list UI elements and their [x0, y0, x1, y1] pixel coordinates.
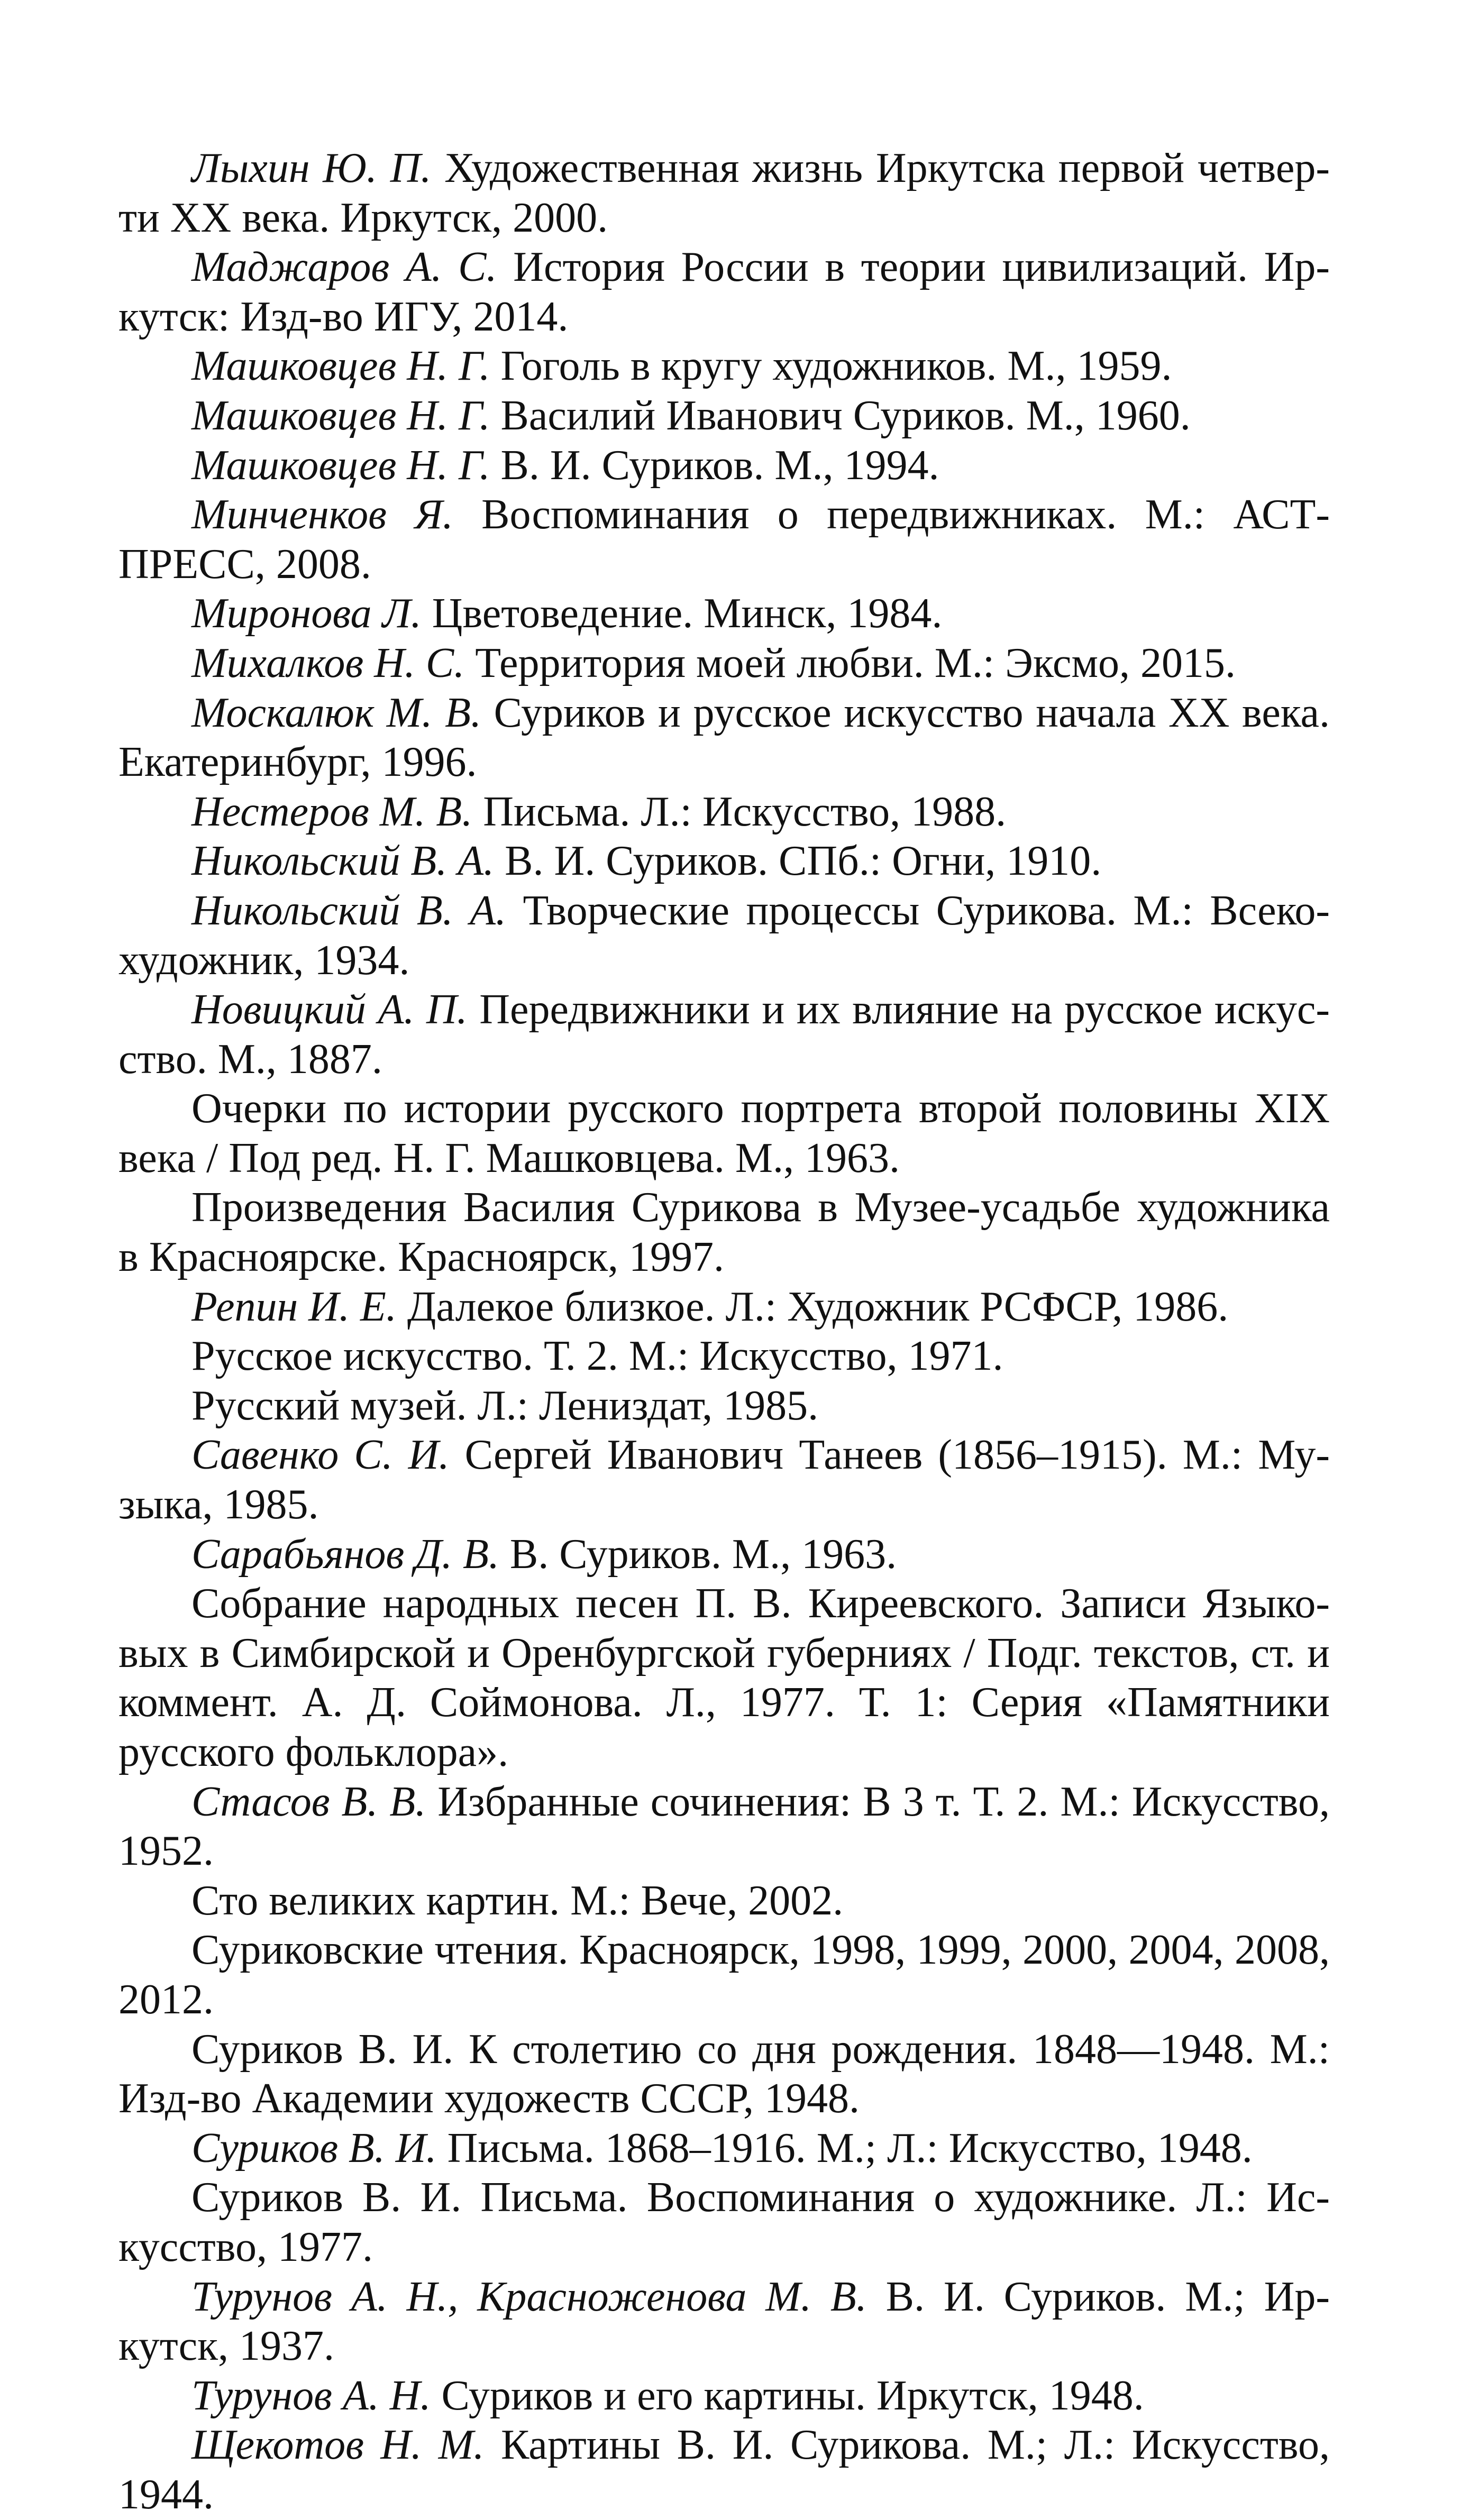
entry-text: Творческие процессы Сурикова. М.: Всекохудожник, 1934. [118, 887, 1330, 984]
bibliography-entry [118, 441, 1330, 491]
bibliography-entry [118, 1084, 1330, 1183]
bibliography-entry [118, 2173, 1330, 2272]
entry-author: Турунов А. Н. [191, 2372, 431, 2419]
entry-author: Никольский В. А. [191, 838, 495, 885]
entry-text: Письма. 1868–1916. М.; Л.: Искусство, 1948. [447, 2124, 1253, 2171]
entry-text: Письма. Л.: Искусство, 1988. [483, 788, 1007, 835]
bibliography-entry [118, 1381, 1330, 1431]
entry-author: Турунов А. Н., Красноженова М. В. [191, 2273, 867, 2320]
entry-text: Василий Иванович Суриков. М., 1960. [500, 392, 1191, 439]
bibliography-entry [118, 144, 1330, 243]
entry-text: Произведения Василия Сурикова в Музее-усадьбе художника в Красноярске. Красноярск, 1997. [118, 1184, 1330, 1281]
bibliography-entry [118, 689, 1330, 787]
entry-text: В. И. Суриков. СПб.: Огни, 1910. [505, 838, 1102, 885]
bibliography-entry [118, 837, 1330, 886]
entry-text: Суриков и его картины. Иркутск, 1948. [441, 2372, 1144, 2419]
entry-text: Суриков В. И. К столетию со дня рождения. 1848—1948. М.: Изд-во Академии художеств СССР, 1948. [118, 2026, 1330, 2122]
entry-text: Суриков В. И. Письма. Воспоминания о художнике. Л.: Искусство, 1977. [118, 2174, 1330, 2270]
entry-text: Собрание народных песен П. В. Киреевского. Записи Языковых в Симбирской и Оренбургской губерниях / Подг. текстов, ст. и коммент. А. Д. Соймонова. Л., 1977. Т. 1: Серия «Памятники русского фольклора». [118, 1580, 1330, 1775]
bibliography-entry [118, 1431, 1330, 1529]
entry-author: Стасов В. В. [191, 1778, 426, 1825]
entry-author: Минченков Я. [191, 491, 453, 538]
entry-text: Суриковские чтения. Красноярск, 1998, 1999, 2000, 2004, 2008, 2012. [118, 1927, 1330, 2023]
bibliography-entry [118, 1876, 1330, 1926]
entry-text: Гоголь в кругу художников. М., 1959. [500, 343, 1172, 390]
entry-text: Русское искусство. Т. 2. М.: Искусство, 1971. [191, 1333, 1003, 1380]
bibliography-list [118, 144, 1330, 2520]
entry-text: История России в теории цивилизаций. Иркутск: Изд-во ИГУ, 2014. [118, 244, 1330, 340]
entry-author: Савенко С. И. [191, 1432, 450, 1479]
bibliography-entry [118, 1777, 1330, 1876]
entry-author: Щекотов Н. М. [191, 2422, 485, 2469]
bibliography-entry [118, 490, 1330, 589]
entry-text: Суриков и русское искусство начала XX века. Екатеринбург, 1996. [118, 689, 1330, 786]
entry-text: Воспоминания о передвижниках. М.: АСТ-ПРЕСС, 2008. [118, 491, 1330, 588]
bibliography-entry [118, 886, 1330, 985]
entry-text: В. И. Суриков. М.; Иркутск, 1937. [118, 2273, 1330, 2370]
entry-author: Сарабьянов Д. В. [191, 1531, 499, 1578]
entry-author: Суриков В. И. [191, 2124, 437, 2171]
bibliography-entry [118, 589, 1330, 639]
bibliography-entry [118, 1332, 1330, 1381]
bibliography-entry [118, 2124, 1330, 2174]
bibliography-entry [118, 243, 1330, 342]
bibliography-entry [118, 391, 1330, 441]
entry-text: Передвижники и их влияние на русское искусство. М., 1887. [118, 986, 1330, 1083]
bibliography-entry [118, 787, 1330, 837]
entry-text: Избранные сочинения: В 3 т. Т. 2. М.: Искусство, 1952. [118, 1778, 1330, 1875]
bibliography-entry [118, 1530, 1330, 1580]
entry-author: Машковцев Н. Г. [191, 442, 490, 489]
entry-author: Москалюк М. В. [191, 689, 481, 736]
bibliography-entry [118, 1579, 1330, 1777]
bibliography-entry [118, 2421, 1330, 2519]
bibliography-entry [118, 1282, 1330, 1332]
bibliography-entry [118, 342, 1330, 391]
entry-text: Русский музей. Л.: Лениздат, 1985. [191, 1382, 819, 1429]
entry-author: Новицкий А. П. [191, 986, 468, 1033]
bibliography-entry [118, 2272, 1330, 2371]
entry-text: Картины В. И. Сурикова. М.; Л.: Искусство, 1944. [118, 2422, 1330, 2518]
entry-text: Территория моей любви. М.: Эксмо, 2015. [475, 639, 1236, 686]
bibliography-entry [118, 639, 1330, 689]
bibliography-entry [118, 1926, 1330, 2024]
entry-author: Нестеров М. В. [191, 788, 473, 835]
entry-author: Маджаров А. С. [191, 244, 497, 291]
bibliography-entry [118, 985, 1330, 1084]
entry-text: Цветоведение. Минск, 1984. [432, 590, 943, 637]
entry-author: Миронова Л. [191, 590, 422, 637]
entry-text: Сто великих картин. М.: Вече, 2002. [191, 1877, 844, 1924]
entry-text: Художественная жизнь Иркутска первой четверти XX века. Иркутск, 2000. [118, 145, 1330, 241]
entry-text: В. И. Суриков. М., 1994. [500, 442, 939, 489]
entry-author: Михалков Н. С. [191, 639, 465, 686]
entry-author: Репин И. Е. [191, 1283, 397, 1330]
bibliography-entry [118, 2025, 1330, 2124]
entry-text: Очерки по истории русского портрета второй половины XIX века / Под ред. Н. Г. Машковцева. М., 1963. [118, 1085, 1330, 1181]
entry-author: Машковцев Н. Г. [191, 392, 490, 439]
bibliography-entry [118, 1183, 1330, 1282]
entry-text: В. Суриков. М., 1963. [509, 1531, 897, 1578]
entry-text: Сергей Иванович Танеев (1856–1915). М.: Музыка, 1985. [118, 1432, 1330, 1528]
entry-text: Далекое близкое. Л.: Художник РСФСР, 1986. [407, 1283, 1229, 1330]
bibliography-entry [118, 2371, 1330, 2421]
entry-author: Лыхин Ю. П. [191, 145, 432, 191]
entry-author: Машковцев Н. Г. [191, 343, 490, 390]
entry-author: Никольский В. А. [191, 887, 506, 934]
